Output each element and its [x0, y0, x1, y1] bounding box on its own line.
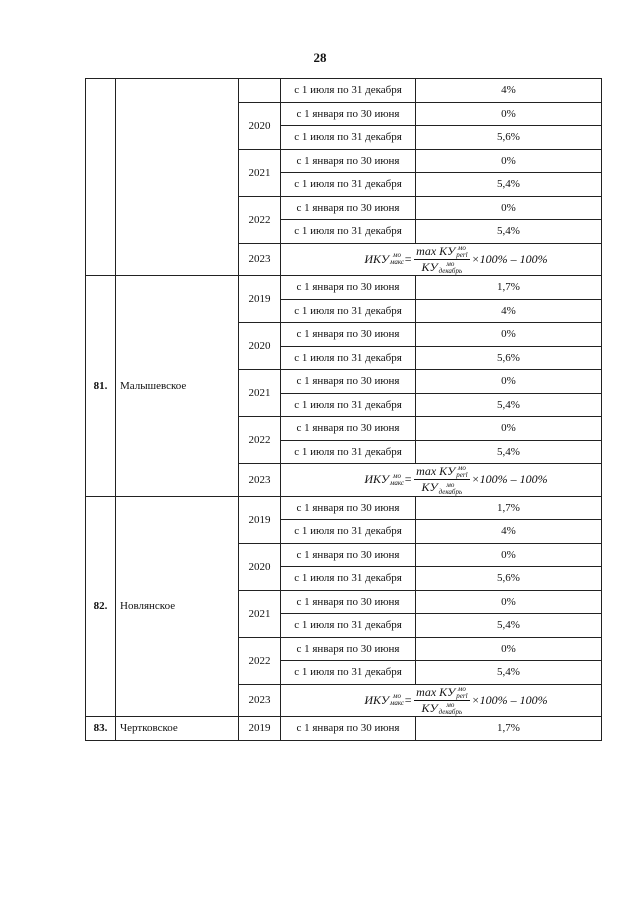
index-stack — [390, 473, 404, 487]
year-cell: 2023 — [239, 243, 281, 276]
value-cell: 4% — [416, 299, 602, 323]
value-cell: 1,7% — [416, 276, 602, 300]
table-row — [86, 496, 602, 520]
subscript: декабрь — [438, 267, 463, 275]
subscript: perl — [456, 250, 468, 259]
period-cell: с 1 января по 30 июня — [281, 717, 416, 741]
period-cell: с 1 января по 30 июня — [281, 417, 416, 441]
year-cell: 2021 — [239, 149, 281, 196]
settlement-name: Новлянское — [116, 496, 239, 717]
formula-equals: = — [404, 692, 413, 707]
formula-lhs: ИКУ — [364, 692, 389, 707]
value-cell: 5,4% — [416, 173, 602, 197]
period-cell: с 1 января по 30 июня — [281, 370, 416, 394]
year-cell — [239, 79, 281, 103]
year-cell: 2021 — [239, 370, 281, 417]
numerator-text: max KУ — [416, 464, 456, 478]
table-row — [86, 717, 602, 741]
period-cell: с 1 января по 30 июня — [281, 323, 416, 347]
formula-equals: = — [404, 472, 413, 487]
denominator-text: KУ — [421, 259, 438, 274]
settlement-name: Чертковское — [116, 717, 239, 741]
subscript: perl — [456, 691, 468, 700]
index-stack — [456, 465, 467, 479]
row-number: 83. — [86, 717, 116, 741]
table-row — [86, 276, 602, 300]
year-cell: 2021 — [239, 590, 281, 637]
year-cell: 2019 — [239, 496, 281, 543]
index-stack — [390, 693, 404, 707]
index-stack — [390, 252, 404, 266]
formula-cell — [281, 684, 602, 717]
index-stack — [439, 702, 463, 716]
year-cell: 2022 — [239, 417, 281, 464]
settlement-name: Малышевское — [116, 276, 239, 497]
period-cell: с 1 июля по 31 декабря — [281, 393, 416, 417]
subscript: декабрь — [438, 487, 463, 496]
period-cell: с 1 июля по 31 декабря — [281, 440, 416, 464]
year-cell: 2020 — [239, 102, 281, 149]
tariff-index-table — [85, 78, 602, 741]
value-cell: 5,6% — [416, 567, 602, 591]
formula-fraction — [414, 464, 469, 496]
formula-tail: ×100% – 100% — [471, 692, 548, 707]
formula-fraction — [414, 685, 469, 717]
page-number: 28 — [313, 50, 327, 65]
period-cell: с 1 июля по 31 декабря — [281, 567, 416, 591]
year-cell: 2020 — [239, 323, 281, 370]
superscript: мо — [457, 464, 466, 473]
fraction-numerator — [414, 685, 469, 701]
value-cell: 5,4% — [416, 440, 602, 464]
row-number: 81. — [86, 276, 116, 497]
superscript: мо — [446, 480, 455, 489]
year-cell: 2019 — [239, 717, 281, 741]
superscript: мо — [457, 243, 466, 252]
value-cell: 0% — [416, 102, 602, 126]
value-cell: 5,6% — [416, 126, 602, 150]
period-cell: с 1 июля по 31 декабря — [281, 614, 416, 638]
superscript: мо — [446, 701, 455, 709]
formula-lhs: ИКУ — [364, 472, 389, 487]
fraction-denominator — [420, 701, 465, 716]
value-cell: 4% — [416, 520, 602, 544]
subscript: декабрь — [438, 708, 463, 716]
subscript: макс — [389, 258, 405, 267]
value-cell: 0% — [416, 196, 602, 220]
numerator-text: max KУ — [416, 684, 456, 699]
value-cell: 0% — [416, 323, 602, 347]
formula-fraction — [414, 244, 469, 276]
value-cell: 0% — [416, 370, 602, 394]
value-cell: 5,4% — [416, 661, 602, 685]
subscript: макс — [389, 478, 405, 487]
year-cell: 2023 — [239, 464, 281, 497]
formula-cell — [281, 464, 602, 497]
index-stack — [456, 245, 467, 259]
index-stack — [439, 261, 463, 275]
fraction-denominator — [420, 260, 465, 275]
denominator-text: KУ — [421, 700, 438, 715]
formula — [364, 685, 547, 717]
value-cell: 0% — [416, 417, 602, 441]
settlement-name — [116, 79, 239, 276]
period-cell: с 1 января по 30 июня — [281, 590, 416, 614]
period-cell: с 1 июля по 31 декабря — [281, 173, 416, 197]
value-cell: 5,6% — [416, 346, 602, 370]
period-cell: с 1 июля по 31 декабря — [281, 661, 416, 685]
fraction-denominator — [420, 480, 465, 495]
period-cell: с 1 января по 30 июня — [281, 496, 416, 520]
fraction-numerator — [414, 464, 469, 480]
superscript: мо — [393, 471, 401, 480]
row-number: 82. — [86, 496, 116, 717]
year-cell: 2023 — [239, 684, 281, 717]
superscript: мо — [393, 251, 401, 260]
formula — [364, 244, 547, 276]
superscript: мо — [393, 692, 401, 701]
period-cell: с 1 января по 30 июня — [281, 149, 416, 173]
formula-equals: = — [404, 251, 413, 266]
row-number — [86, 79, 116, 276]
subscript: макс — [389, 699, 405, 708]
year-cell: 2022 — [239, 196, 281, 243]
value-cell: 4% — [416, 79, 602, 103]
period-cell: с 1 июля по 31 декабря — [281, 79, 416, 103]
year-cell: 2019 — [239, 276, 281, 323]
value-cell: 0% — [416, 637, 602, 661]
formula — [364, 464, 547, 496]
period-cell: с 1 июля по 31 декабря — [281, 220, 416, 244]
period-cell: с 1 января по 30 июня — [281, 276, 416, 300]
value-cell: 5,4% — [416, 393, 602, 417]
period-cell: с 1 января по 30 июня — [281, 196, 416, 220]
period-cell: с 1 января по 30 июня — [281, 102, 416, 126]
formula-cell — [281, 243, 602, 276]
period-cell: с 1 января по 30 июня — [281, 543, 416, 567]
superscript: мо — [457, 684, 466, 693]
period-cell: с 1 июля по 31 декабря — [281, 299, 416, 323]
value-cell: 1,7% — [416, 496, 602, 520]
subscript: perl — [456, 471, 468, 480]
index-stack — [439, 482, 463, 496]
value-cell: 0% — [416, 543, 602, 567]
year-cell: 2020 — [239, 543, 281, 590]
formula-tail: ×100% – 100% — [471, 251, 548, 266]
year-cell: 2022 — [239, 637, 281, 684]
period-cell: с 1 июля по 31 декабря — [281, 520, 416, 544]
formula-lhs: ИКУ — [364, 251, 389, 266]
value-cell: 1,7% — [416, 717, 602, 741]
period-cell: с 1 января по 30 июня — [281, 637, 416, 661]
value-cell: 0% — [416, 590, 602, 614]
period-cell: с 1 июля по 31 декабря — [281, 346, 416, 370]
index-stack — [456, 686, 467, 700]
value-cell: 5,4% — [416, 220, 602, 244]
numerator-text: max KУ — [416, 243, 456, 258]
value-cell: 5,4% — [416, 614, 602, 638]
superscript: мо — [446, 260, 455, 268]
formula-tail: ×100% – 100% — [471, 472, 548, 487]
value-cell: 0% — [416, 149, 602, 173]
period-cell: с 1 июля по 31 декабря — [281, 126, 416, 150]
denominator-text: KУ — [421, 480, 438, 495]
fraction-numerator — [414, 244, 469, 260]
table-row — [86, 79, 602, 103]
